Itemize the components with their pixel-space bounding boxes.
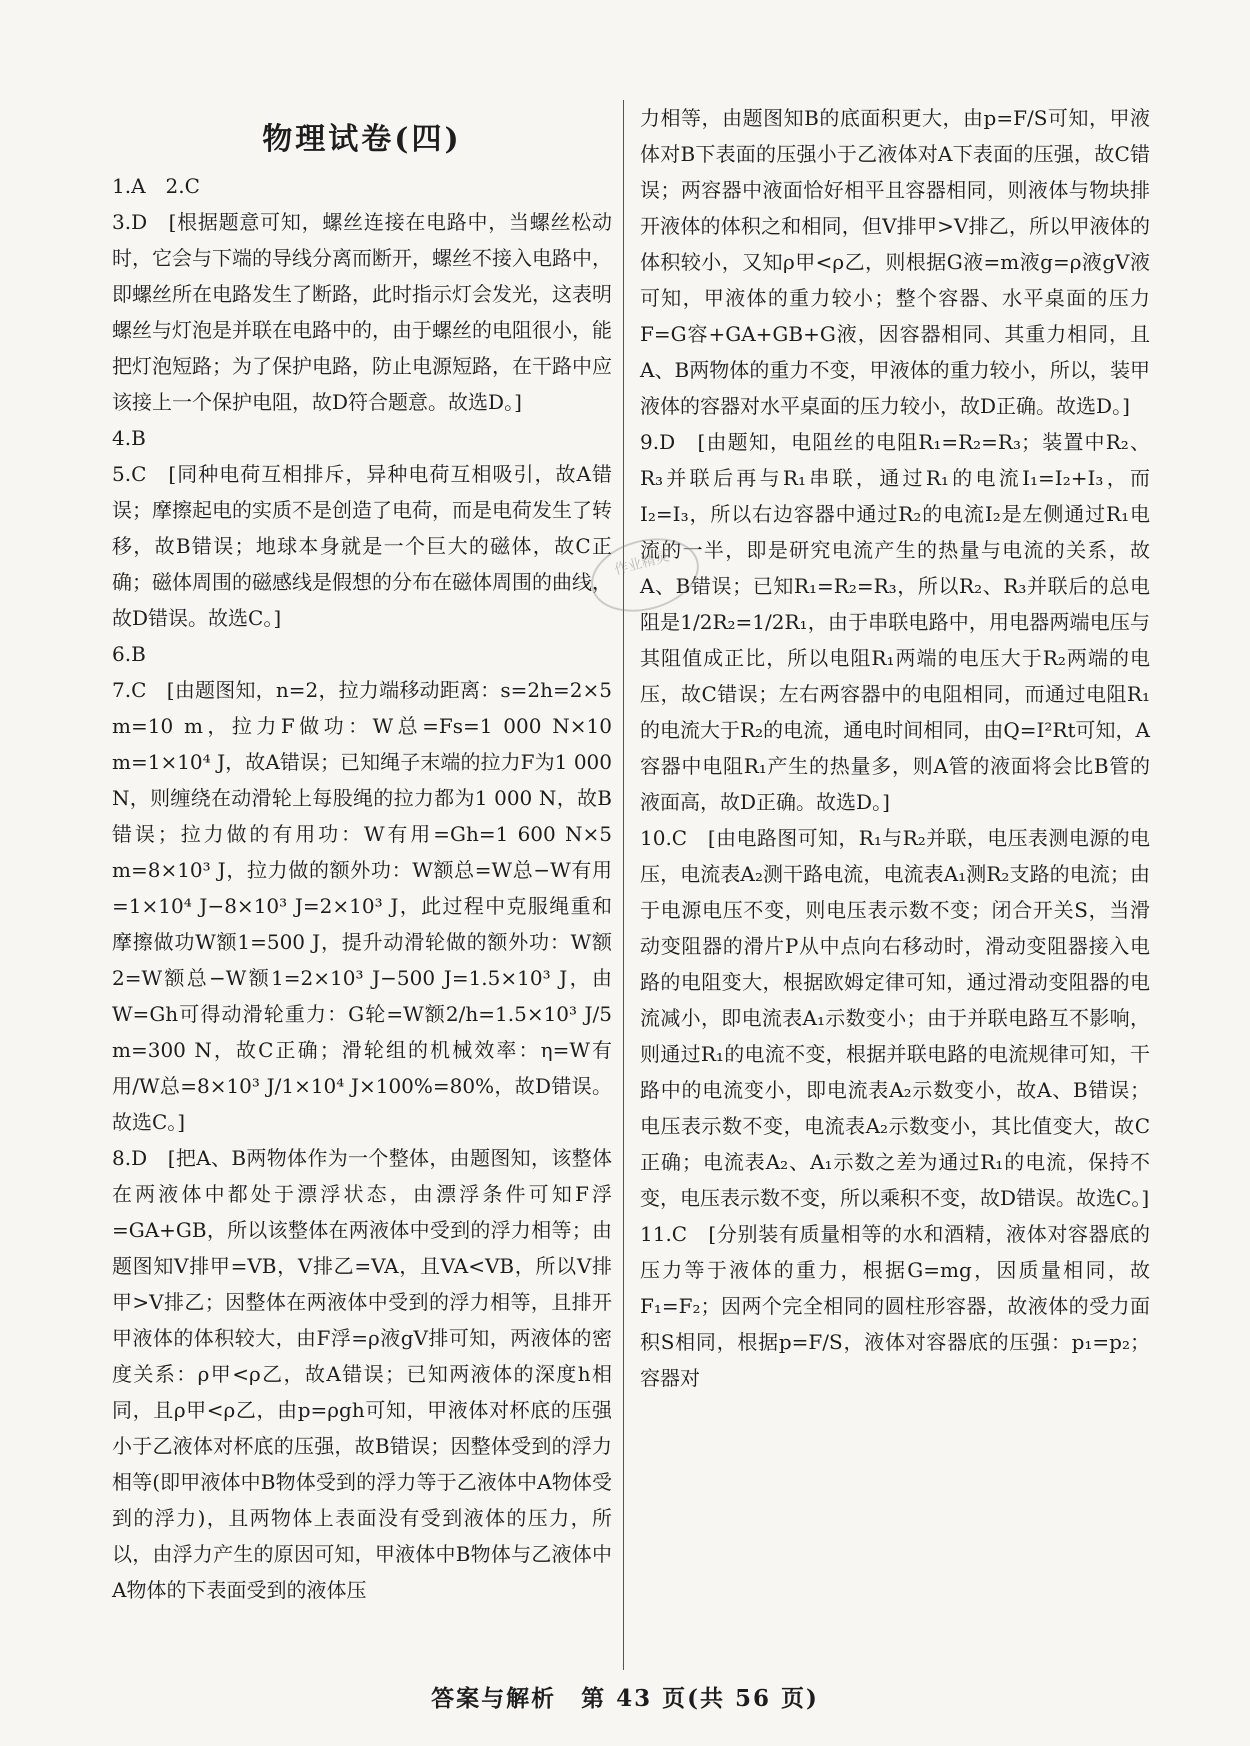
answer-10: 10.C [由电路图可知，R₁与R₂并联，电压表测电源的电压，电流表A₂测干路电流，电流表A₁测R₂支路的电流；由于电源电压不变，则电压表示数不变；闭合开关S，当滑动变阻器的滑片P从中点向右移动时，滑动变阻器接入电路的电阻变大，根据欧姆定律可知，通过滑动变阻器的电流减小，即电流表A₁示数变小；由于并联电路互不影响，则通过R₁的电流不变，根据并联电路的电流规律可知，干路中的电流变小，即电流表A₂示数变小，故A、B错误；电压表示数不变，电流表A₂示数变小，其比值变大，故C正确；电流表A₂、A₁示数之差为通过R₁的电流，保持不变，电压表示数不变，所以乘积不变，故D错误。故选C。] (640, 826, 1150, 1210)
right-column (640, 100, 1150, 1396)
answer-8-continued: 力相等，由题图知B的底面积更大，由p=F/S可知，甲液体对B下表面的压强小于乙液体对A下表面的压强，故C错误；两容器中液面恰好相平且容器相同，则液体与物块排开液体的体积之和相同，但V排甲>V排乙，所以甲液体的体积较小，又知ρ甲<ρ乙，则根据G液=m液g=ρ液gV液可知，甲液体的重力较小；整个容器、水平桌面的压力F=G容+GA+GB+G液，因容器相同、其重力相同，且A、B两物体的重力不变，甲液体的重力较小，所以，装甲液体的容器对水平桌面的压力较小，故D正确。故选D。] (640, 106, 1150, 418)
answer-11: 11.C [分别装有质量相等的水和酒精，液体对容器底的压力等于液体的重力，根据G=mg，因质量相同，故F₁=F₂；因两个完全相同的圆柱形容器，故液体的受力面积S相同，根据p=F/S，液体对容器底的压强：p₁=p₂；容器对 (640, 1222, 1150, 1390)
answer-4: 4.B (112, 426, 146, 450)
column-divider (623, 100, 624, 1670)
answer-8: 8.D [把A、B两物体作为一个整体，由题图知，该整体在两液体中都处于漂浮状态，由漂浮条件可知F浮=GA+GB，所以该整体在两液体中受到的浮力相等；由题图知V排甲=VB，V排乙=VA，且VA<VB，所以V排甲>V排乙；因整体在两液体中受到的浮力相等，且排开甲液体的体积较大，由F浮=ρ液gV排可知，两液体的密度关系：ρ甲<ρ乙，故A错误；已知两液体的深度h相同，且ρ甲<ρ乙，由p=ρgh可知，甲液体对杯底的压强小于乙液体对杯底的压强，故B错误；因整体受到的浮力相等(即甲液体中B物体受到的浮力等于乙液体中A物体受到的浮力)，且两物体上表面没有受到液体的压力，所以，由浮力产生的原因可知，甲液体中B物体与乙液体中A物体的下表面受到的液体压 (112, 1146, 612, 1602)
watermark-stamp: 作业精灵 (583, 527, 707, 623)
answer-5: 5.C [同种电荷互相排斥，异种电荷互相吸引，故A错误；摩擦起电的实质不是创造了电荷，而是电荷发生了转移，故B错误；地球本身就是一个巨大的磁体，故C正确；磁体周围的磁感线是假想的分布在磁体周围的曲线，故D错误。故选C。] (112, 462, 612, 630)
left-column (112, 100, 612, 1608)
answer-6: 6.B (112, 642, 146, 666)
page-footer: 答案与解析 第 43 页(共 56 页) (431, 1685, 819, 1712)
page-title: 物理试卷(四) (262, 122, 462, 157)
answer-9: 9.D [由题知，电阻丝的电阻R₁=R₂=R₃；装置中R₂、R₃并联后再与R₁串联，通过R₁的电流I₁=I₂+I₃，而I₂=I₃，所以右边容器中通过R₂的电流I₂是左侧通过R₁电流的一半，即是研究电流产生的热量与电流的关系，故A、B错误；已知R₁=R₂=R₃，所以R₂、R₃并联后的总电阻是1/2R₂=1/2R₁，由于串联电路中，用电器两端电压与其阻值成正比，所以电阻R₁两端的电压大于R₂两端的电压，故C错误；左右两容器中的电阻相同，而通过电阻R₁的电流大于R₂的电流，通电时间相同，由Q=I²Rt可知，A容器中电阻R₁产生的热量多，则A管的液面将会比B管的液面高，故D正确。故选D。] (640, 430, 1150, 814)
answer-1-2: 1.A 2.C (112, 174, 200, 198)
answer-7: 7.C [由题图知，n=2，拉力端移动距离：s=2h=2×5 m=10 m，拉力F做功：W总=Fs=1 000 N×10 m=1×10⁴ J，故A错误；已知绳子末端的拉力F为1 000 N，则缠绕在动滑轮上每股绳的拉力都为1 000 N，故B错误；拉力做的有用功：W有用=Gh=1 600 N×5 m=8×10³ J，拉力做的额外功：W额总=W总−W有用=1×10⁴ J−8×10³ J=2×10³ J，此过程中克服绳重和摩擦做功W额1=500 J，提升动滑轮做的额外功：W额2=W额总−W额1=2×10³ J−500 J=1.5×10³ J，由W=Gh可得动滑轮重力：G轮=W额2/h=1.5×10³ J/5 m=300 N，故C正确；滑轮组的机械效率：η=W有用/W总=8×10³ J/1×10⁴ J×100%=80%，故D错误。故选C。] (112, 678, 612, 1134)
answer-3: 3.D [根据题意可知，螺丝连接在电路中，当螺丝松动时，它会与下端的导线分离而断开，螺丝不接入电路中，即螺丝所在电路发生了断路，此时指示灯会发光，这表明螺丝与灯泡是并联在电路中的，由于螺丝的电阻很小，能把灯泡短路；为了保护电路，防止电源短路，在干路中应该接上一个保护电阻，故D符合题意。故选D。] (112, 210, 612, 414)
